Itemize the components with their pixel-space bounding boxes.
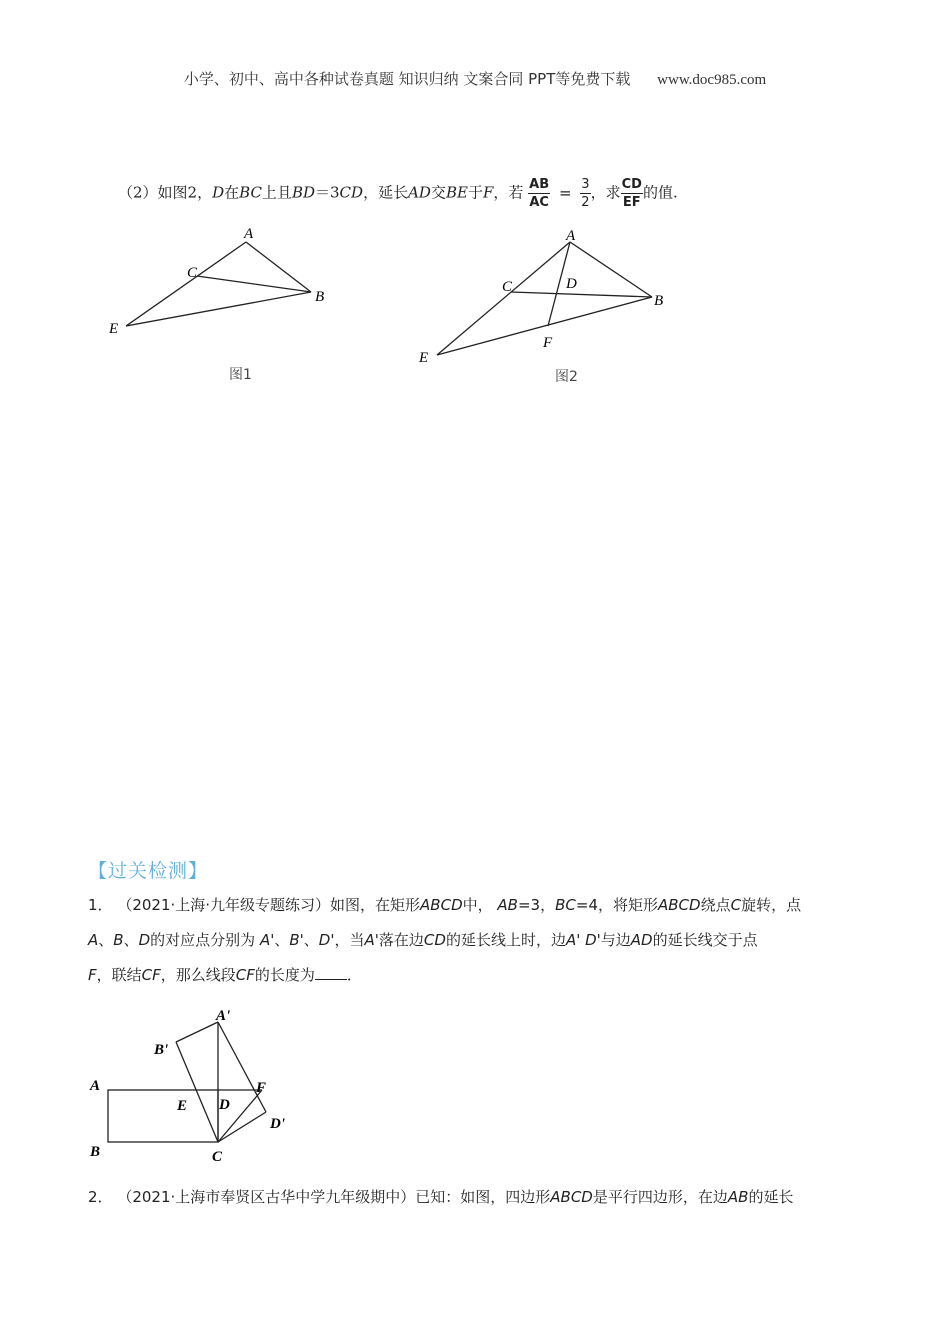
p1-text: 中，	[462, 896, 493, 914]
rectangle-abcd	[108, 1090, 218, 1142]
figure-2	[410, 220, 690, 390]
p1-text: 旋转，点	[741, 896, 802, 914]
segment-cb	[511, 292, 652, 297]
q2-prefix: （2）如图2，	[118, 183, 213, 202]
page-header	[0, 68, 950, 89]
q2-var-cd: CD	[339, 183, 364, 202]
p1-var: D	[138, 931, 151, 949]
fig2-label-a: A	[566, 228, 576, 244]
q2-var-f: F	[482, 183, 494, 202]
q2-text: ，若	[493, 183, 524, 202]
segment-b1-c	[176, 1042, 218, 1142]
p1-var: D'	[318, 931, 335, 949]
fraction-3-2	[580, 176, 590, 211]
q2-text: ，求	[590, 183, 621, 202]
p1-var: ABCD	[658, 896, 701, 914]
fig1-label-e: E	[109, 321, 119, 337]
frac-numerator: AB	[529, 177, 550, 192]
q2-var-be: BE	[445, 183, 468, 202]
p1-text: ，那么线段	[160, 966, 236, 984]
q2-text: ＝3	[315, 183, 340, 202]
p1-fig-label-a: A	[90, 1078, 101, 1094]
fig2-label-e: E	[419, 350, 429, 366]
problem-1	[88, 888, 868, 993]
figure-1-caption: 图1	[229, 367, 252, 383]
p1-text: =4，将矩形	[575, 896, 658, 914]
problem-1-line-2	[88, 923, 868, 958]
p1-fig-label-a1: A'	[216, 1008, 231, 1024]
p2-var: ABCD	[550, 1188, 593, 1206]
p1-var: ABCD	[420, 896, 463, 914]
p1-text: 、	[303, 931, 319, 949]
p1-text: 与边	[600, 931, 631, 949]
q2-var-bc: BC	[239, 183, 262, 202]
fig1-label-c: C	[187, 265, 198, 281]
p1-fig-label-c: C	[212, 1149, 223, 1165]
p1-text: ．	[346, 966, 362, 984]
p1-fig-label-d1: D'	[270, 1116, 285, 1132]
fig1-label-b: B	[315, 289, 325, 305]
fig2-label-c: C	[502, 279, 513, 295]
p1-text: 的延长线上时，边	[445, 931, 566, 949]
answer-blank[interactable]	[315, 965, 347, 980]
segment-eb	[126, 292, 311, 326]
header-url[interactable]: www.doc985.com	[657, 72, 767, 88]
p2-text: 是平行四边形，在边	[592, 1188, 728, 1206]
p1-var: AB	[497, 896, 518, 914]
p1-text: 落在边	[378, 931, 424, 949]
p1-var: B	[113, 931, 124, 949]
p2-var: AB	[727, 1188, 749, 1206]
frac-numerator: 3	[581, 177, 590, 192]
p1-text: ，当	[334, 931, 365, 949]
frac-denominator: EF	[622, 195, 641, 210]
fig2-label-d: D	[566, 276, 577, 292]
p1-var: A'	[259, 931, 275, 949]
problem-1-figure	[84, 1004, 304, 1174]
p1-text: 、	[123, 931, 139, 949]
p1-text: 、	[98, 931, 114, 949]
question-2	[118, 176, 678, 211]
p1-fig-label-e: E	[177, 1098, 188, 1114]
p1-var: F	[88, 966, 97, 984]
q2-text: 上且	[261, 183, 292, 202]
q2-text: 在	[224, 183, 240, 202]
p1-text: 的长度为	[254, 966, 315, 984]
p1-var: BC	[555, 896, 576, 914]
fig2-label-b: B	[654, 293, 664, 309]
header-text: 小学、初中、高中各种试卷真题 知识归纳 文案合同 PPT等免费下载	[183, 70, 631, 88]
frac-denominator: 2	[581, 195, 590, 210]
p1-fig-label-b1: B'	[154, 1042, 169, 1058]
problem-1-line-1	[88, 888, 868, 923]
q2-var-ad: AD	[408, 183, 431, 202]
p1-text: 的对应点分别为	[150, 931, 256, 949]
frac-numerator: CD	[621, 177, 642, 192]
q2-text: 交	[430, 183, 446, 202]
p1-var: CF	[141, 966, 161, 984]
p1-var: A' D'	[565, 931, 601, 949]
p2-text: （2021·上海市奉贤区古华中学九年级期中）已知：如图，四边形	[117, 1188, 551, 1206]
p1-var: B'	[289, 931, 304, 949]
q2-var-bd: BD	[291, 183, 315, 202]
p1-var: A	[88, 931, 99, 949]
equals-sign: =	[558, 183, 572, 202]
p1-text: （2021·上海·九年级专题练习）如图，在矩形	[117, 896, 421, 914]
problem-number: 2．	[88, 1188, 113, 1206]
problem-1-line-3	[88, 958, 868, 993]
fig2-label-f: F	[543, 335, 553, 351]
p1-text: ，联结	[96, 966, 142, 984]
p1-text: 、	[274, 931, 290, 949]
q2-text: ，延长	[363, 183, 409, 202]
p1-text: =3，	[517, 896, 556, 914]
q2-var-d: D	[212, 183, 225, 202]
p1-var: C	[730, 896, 742, 914]
p1-var: CD	[423, 931, 446, 949]
figure-2-caption: 图2	[555, 369, 578, 385]
p1-var: A'	[364, 931, 379, 949]
figure-1	[100, 220, 350, 390]
p1-fig-label-b: B	[90, 1144, 101, 1160]
fig1-label-a: A	[244, 226, 254, 242]
p1-fig-label-f: F	[256, 1080, 267, 1096]
p1-var: CF	[235, 966, 255, 984]
segment-a1-b1	[176, 1022, 218, 1042]
p1-fig-label-d: D	[219, 1097, 230, 1113]
segment-ab	[570, 242, 652, 297]
fraction-ab-ac	[528, 176, 550, 211]
problem-number: 1．	[88, 896, 113, 914]
p1-text: 的延长线交于点	[652, 931, 758, 949]
section-title: 【过关检测】	[88, 860, 209, 882]
p1-var: AD	[630, 931, 653, 949]
p1-text: 绕点	[700, 896, 731, 914]
q2-text: 的值.	[642, 183, 678, 202]
problem-2	[88, 1180, 868, 1215]
p2-text: 的延长	[748, 1188, 794, 1206]
q2-text: 于	[467, 183, 483, 202]
segment-d1-c	[218, 1112, 266, 1142]
segment-ae	[126, 242, 246, 326]
frac-denominator: AC	[529, 195, 549, 210]
fraction-cd-ef	[621, 176, 643, 211]
